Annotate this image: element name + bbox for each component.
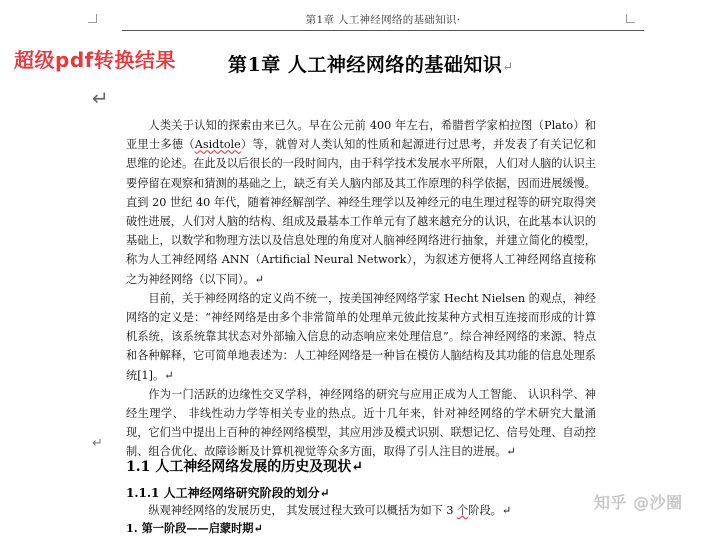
- body-text: [126, 116, 596, 462]
- header-rule: [122, 30, 644, 31]
- empty-paragraph-return-icon-2: ↵: [92, 436, 103, 451]
- running-header: 第1章 人工神经网络的基础知识·: [305, 14, 461, 26]
- paragraph-3: 作为一门活跃的边缘性交叉学科，神经网络的研究与应用正成为人工智能、 认识科学、神经生理学、 非线性动力学等相关专业的热点。近十几年来，针对神经网络的学术研究大量涌现，它们当中提出上百种的神经网络模型，其应用涉及模式识别、联想记忆、信号处理、自动控制、组合优化、故障诊断及计算机视觉等众多方面，取得了引人注目的进展。↵: [126, 387, 596, 459]
- empty-paragraph-return-icon: ↵: [92, 86, 109, 110]
- spellcheck-word: Asidtole: [194, 138, 241, 152]
- section-intro-line: [126, 502, 596, 518]
- section-heading-1-1: 1.1 人工神经网络发展的历史及现状↵: [126, 459, 363, 475]
- converter-watermark: 超级pdf转换结果: [14, 48, 176, 72]
- chapter-title-text: 第1章 人工神经网络的基础知识: [228, 54, 503, 76]
- crop-mark-top-left: [88, 14, 97, 23]
- phase-heading-1: 1. 第一阶段——启蒙时期↵: [126, 521, 263, 535]
- paragraph-1-a: 人类关于认知的探索由来已久。早在公元前 400 年左右，希腊哲学家柏拉图（Plato）和亚里士多德（: [126, 119, 596, 152]
- paragraph-1: [126, 116, 596, 289]
- paragraph-2: 目前，关于神经网络的定义尚不统一，按美国神经网络学家 Hecht Nielsen 的观点，神经网络的定义是：“神经网络是由多个非常简单的处理单元彼此按某种方式相互连接而形成的计算机系统，该系统靠其状态对外部输入信息的动态响应来处理信息”。综合神经网络的来源、特点和各种解释，它可简单地表述为：人工神经网络是一种旨在模仿人脑结构及其功能的信息处理系统[1]。↵: [126, 291, 596, 382]
- chapter-title: [228, 50, 514, 77]
- spellcheck-char: 个: [457, 504, 469, 517]
- paragraph-mark-icon: ↵: [502, 60, 514, 75]
- paragraph-1-b: ）等，就曾对人类认知的性质和起源进行过思考，并发表了有关记忆和思维的论述。在此及以后很长的一段时间内，由于科学技术发展水平所限，人们对人脑的认识主要停留在观察和猜测的基础之上，缺乏有关人脑内部及其工作原理的科学依据，因而进展缓慢。直到 20 世纪 40 年代，随着神经解剖学、神经生理学以及神经元的电生理过程等的研究取得突破性进展，人们对人脑的结构、组成及最基本工作单元有了越来越充分的认识，在此基本认识的基础上，以数学和物理方法以及信息处理的角度对人脑神经网络进行抽象，并建立简化的模型，称为人工神经网络 ANN（Artificial Neural Network），为叙述方便将人工神经网络直接称之为神经网络（以下同）。↵: [126, 138, 596, 286]
- section-intro-after: 阶段。↵: [468, 504, 512, 517]
- section-heading-1-1-1: 1.1.1 人工神经网络研究阶段的划分↵: [126, 486, 330, 500]
- section-intro-before: 纵观神经网络的发展历史， 其发展过程大致可以概括为如下 3: [148, 504, 458, 517]
- zhihu-credit-watermark: 知乎 @沙圈: [594, 493, 683, 512]
